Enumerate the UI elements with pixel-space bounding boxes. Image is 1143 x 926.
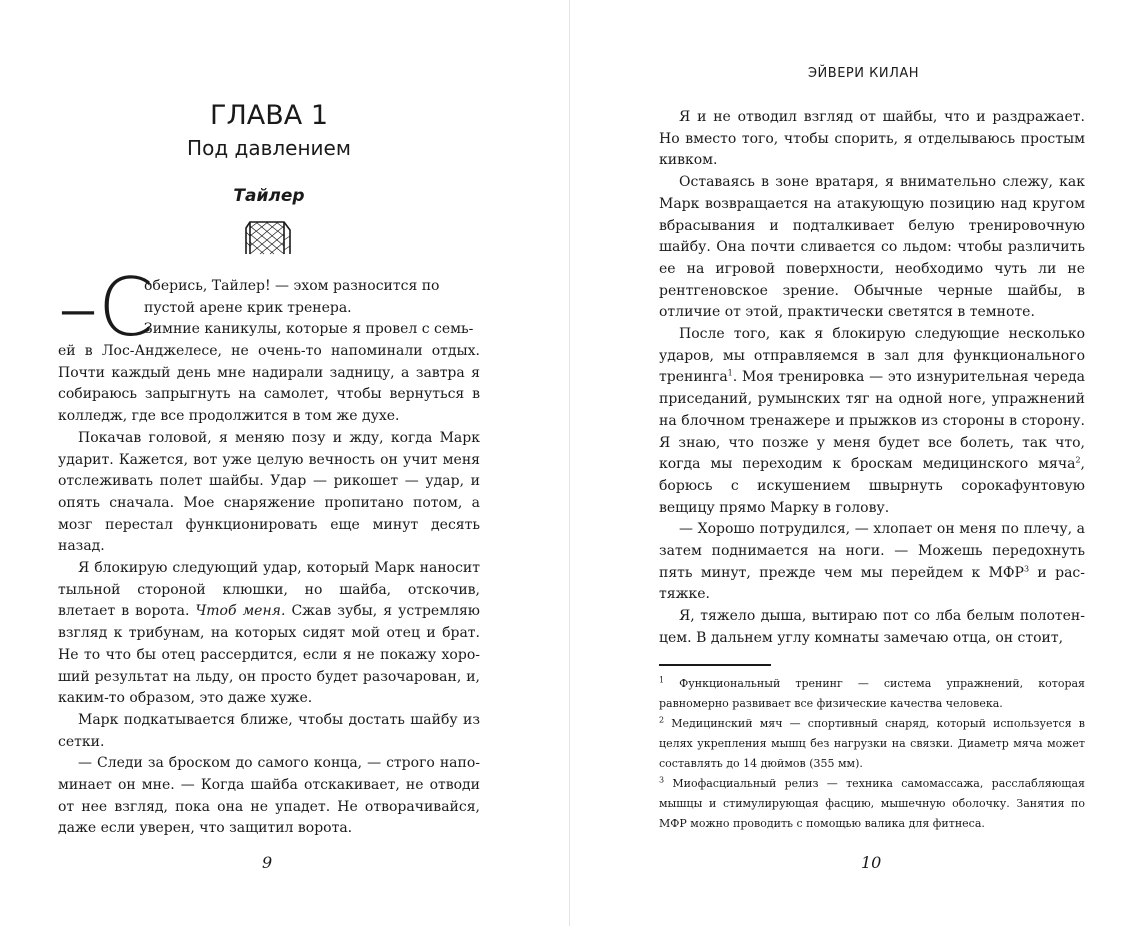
paragraph-text: Я блокирую следующий удар, который Марк наносит тыльной стороной клюшки, но шайба, отскочив, влетает в ворота.	[58, 560, 480, 620]
drop-cap-lines	[144, 276, 480, 341]
left-page	[0, 0, 569, 926]
pov-character-name: Тайлер	[233, 186, 305, 206]
paragraph-text: и растяжке.	[659, 564, 1085, 603]
paragraph-text: , борюсь с искушением швырнуть сорокафунтовую вещицу прямо Марку в голову.	[659, 456, 1085, 516]
footnote-text: Миофасциальный релиз — техника самомассажа, расслабляющая мышцы и стимулирующая фасцию, мышечную оболочку. Занятия по МФР можно проводить с помощью валика для фитнеса.	[659, 777, 1085, 830]
paragraph: Я, тяжело дыша, вытираю пот со лба белым полотенцем. В дальнем углу комнаты замечаю отца, он стоит,	[659, 608, 1085, 646]
footnote-number: 2	[659, 715, 665, 725]
drop-line: оберись, Тайлер! — эхом разносится по	[144, 278, 440, 294]
paragraph: Оставаясь в зоне вратаря, я внимательно слежу, как Марк возвращается на атакующую позицию над кругом вбрасывания и подталкивает белую тренировочную шайбу. Она почти сливается со льдом: чтобы различить ее на игровой поверхности, необходимо чуть ли не рентгеновское зрение. Обычные черные шайбы, в отличие от этой, практически светятся в темноте.	[659, 174, 1085, 321]
footnotes	[659, 674, 1085, 834]
footnote-ref[interactable]: 3	[1023, 564, 1030, 574]
chapter-title: Под давлением	[187, 136, 351, 160]
paragraph-text: — Хорошо потрудился, — хлопает он меня по плечу, а затем поднимается на ноги. — Можешь передохнуть пять минут, прежде чем мы перейдем к МФР	[659, 521, 1085, 581]
right-body-text	[659, 107, 1085, 650]
footnote	[659, 774, 1085, 834]
page-number: 10	[861, 853, 882, 872]
paragraph-text: Сжав зубы, я устремляю взгляд к трибунам, на которых сидят мой отец и брат. Не то что бы отец рассердится, если я не покажу хороший результат на льду, он просто будет разочарован, и, каким-то образом, это даже хуже.	[58, 603, 480, 707]
running-head-author: ЭЙВЕРИ КИЛАН	[807, 66, 920, 81]
paragraph: Я и не отводил взгляд от шайбы, что и раздражает. Но вместо того, чтобы спорить, я отделываюсь простым кивком.	[659, 109, 1085, 169]
paragraph: Марк подкатывается ближе, чтобы достать шайбу из сетки.	[58, 711, 480, 750]
drop-line: пустой арене крик тренера.	[144, 299, 352, 316]
drop-cap	[58, 261, 154, 354]
footnote-ref[interactable]: 1	[727, 368, 733, 378]
paragraph	[659, 519, 1085, 606]
footnote	[659, 714, 1085, 774]
drop-cap-dash: –	[58, 261, 98, 354]
left-body-text	[58, 341, 480, 840]
paragraph	[58, 558, 480, 710]
footnote-divider	[659, 664, 771, 666]
footnote-text: Медицинский мяч — спортивный снаряд, который используется в целях укрепления мышц без нагрузки на связки. Диаметр мяча может составлять до 14 дюймов (355 мм).	[659, 717, 1085, 770]
footnote	[659, 674, 1085, 714]
footnote-number: 1	[659, 675, 665, 685]
page-number: 9	[262, 853, 273, 872]
footnote-ref[interactable]: 2	[1075, 455, 1081, 465]
paragraph: — Следи за броском до самого конца, — строго напоминает он мне. — Когда шайба отскакивает, не отводи от нее взгляд, пока она не упадет. Не отворачивайся, даже если уверен, что защитил ворота.	[58, 755, 480, 837]
paragraph: Покачав головой, я меняю позу и жду, когда Марк ударит. Кажется, вот уже целую вечность он учит меня отслеживать полет шайбы. Удар — рикошет — удар, и опять сначала. Мое снаряжение пропитано потом, а мозг перестал функционировать еще минут десять назад.	[58, 429, 480, 555]
footnote-text: Функциональный тренинг — система упражнений, которая равномерно развивает все физические качества человека.	[659, 677, 1085, 710]
paragraph-text: . Моя тренировка — это изнурительная череда приседаний, румынских тяг на одной ноге, упражнений на блочном тренажере и прыжков из стороны в сторону. Я знаю, что позже у меня будет все болеть, так что, когда мы переходим к броскам медицинского мяча	[659, 369, 1085, 473]
paragraph	[659, 324, 1085, 519]
paragraph-text: После того, как я блокирую следующие несколько ударов, мы отправляемся в зал для функционального тренинга	[659, 326, 1085, 386]
drop-cap-letter: С	[98, 261, 154, 354]
hockey-goal-icon	[244, 214, 294, 258]
chapter-number: ГЛАВА 1	[210, 100, 328, 131]
italic-thought: Чтоб меня.	[195, 603, 286, 620]
drop-line: Зимние каникулы, которые я провел с семь-	[144, 321, 474, 338]
footnote-number: 3	[659, 775, 665, 785]
paragraph: ей в Лос-Анджелесе, не очень-то напоминали отдых. Почти каждый день мне надирали задницу, а завтра я собираюсь запрыгнуть на самолет, чтобы вернуться в колледж, где все продолжится в том же духе.	[58, 343, 480, 425]
